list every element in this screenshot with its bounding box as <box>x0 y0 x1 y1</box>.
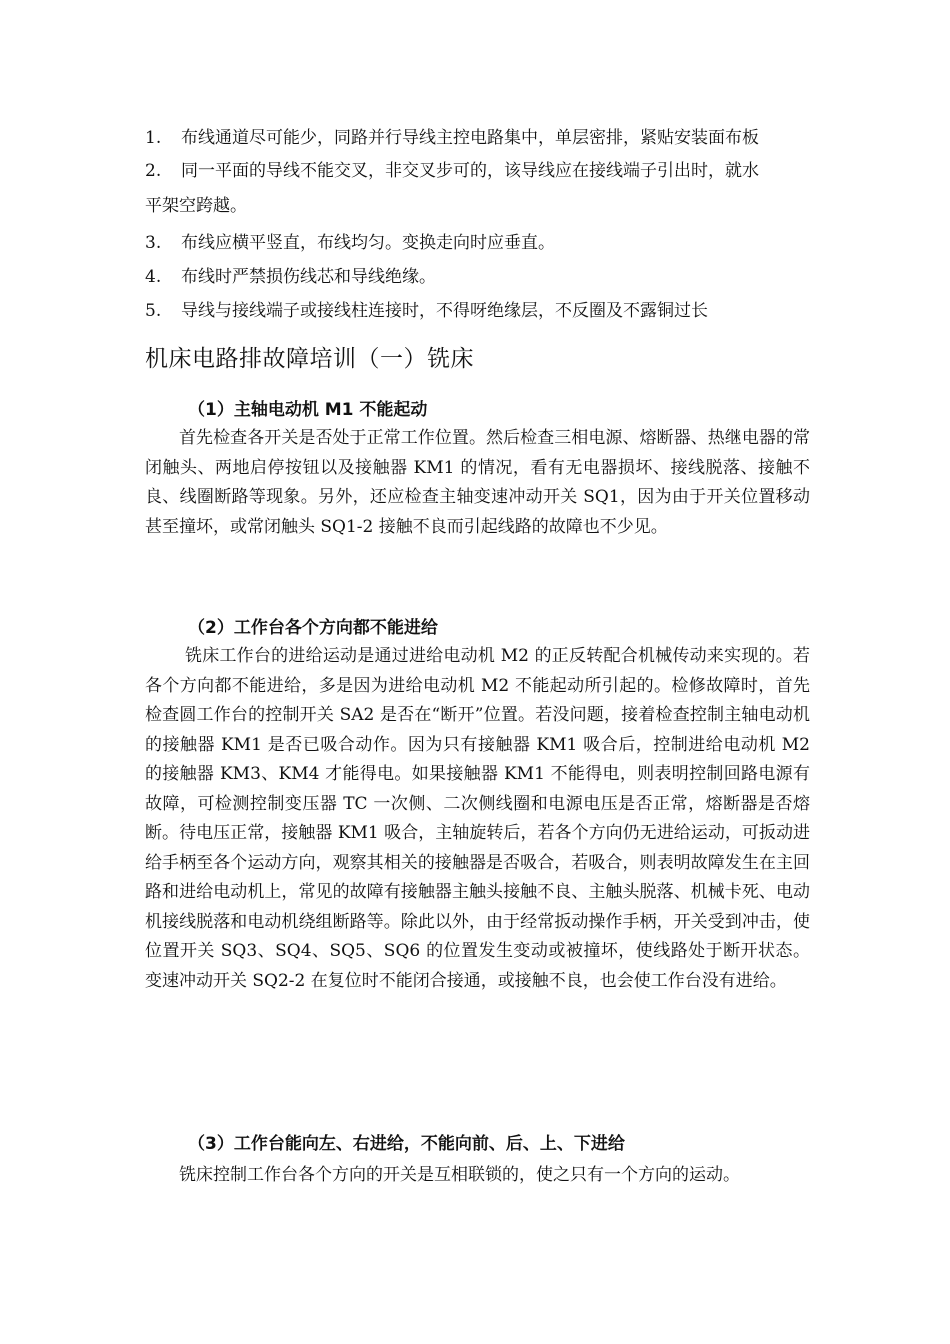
rule-text: 布线应横平竖直，布线均匀。变换走向时应垂直。 <box>181 233 555 253</box>
subheading-3: （3）工作台能向左、右进给，不能向前、后、上、下进给 <box>188 1134 625 1154</box>
subheading-1: （1）主轴电动机 M1 不能起动 <box>188 400 428 420</box>
wiring-rule-2 <box>145 161 759 181</box>
paragraph-3: 铣床控制工作台各个方向的开关是互相联锁的，使之只有一个方向的运动。 <box>179 1165 740 1185</box>
rule-number: 5. <box>145 301 162 321</box>
wiring-rule-1 <box>145 128 759 148</box>
rule-number: 3. <box>145 233 162 253</box>
rule-text: 导线与接线端子或接线柱连接时，不得呀绝缘层，不反圈及不露铜过长 <box>181 301 708 321</box>
rule-number: 2. <box>145 161 162 181</box>
wiring-rule-2-continued <box>145 196 247 216</box>
wiring-rule-5 <box>145 301 708 321</box>
rule-number: 4. <box>145 267 162 287</box>
paragraph-2: 铣床工作台的进给运动是通过进给电动机 M2 的正反转配合机械传动来实现的。若各个方向都不能进给，多是因为进给电动机 M2 不能起动所引起的。检修故障时，首先检查圆工作台的控制开关 SA2 是否在“断开”位置。若没问题，接着检查控制主轴电动机的接触器 KM1 是否已吸合动作。因为只有接触器 KM1 吸合后，控制进给电动机 M2 的接触器 KM3、KM4 才能得电。如果接触器 KM1 不能得电，则表明控制回路电源有故障，可检测控制变压器 TC 一次侧、二次侧线圈和电源电压是否正常，熔断器是否熔断。待电压正常，接触器 KM1 吸合，主轴旋转后，若各个方向仍无进给运动，可扳动进给手柄至各个运动方向，观察其相关的接触器是否吸合，若吸合，则表明故障发生在主回路和进给电动机上，常见的故障有接触器主触头接触不良、主触头脱落、机械卡死、电动机接线脱落和电动机绕组断路等。除此以外，由于经常扳动操作手柄，开关受到冲击，使位置开关 SQ3、SQ4、SQ5、SQ6 的位置发生变动或被撞坏，使线路处于断开状态。变速冲动开关 SQ2-2 在复位时不能闭合接通，或接触不良，也会使工作台没有进给。 <box>145 646 810 991</box>
subheading-2: （2）工作台各个方向都不能进给 <box>188 618 438 638</box>
rule-text: 同一平面的导线不能交叉，非交叉步可的，该导线应在接线端子引出时，就水 <box>181 161 759 181</box>
wiring-rule-3 <box>145 233 555 253</box>
rule-text: 布线时严禁损伤线芯和导线绝缘。 <box>181 267 436 287</box>
paragraph-1: 首先检查各开关是否处于正常工作位置。然后检查三相电源、熔断器、热继电器的常闭触头、两地启停按钮以及接触器 KM1 的情况，看有无电器损坏、接线脱落、接触不良、线圈断路等现象。另外，还应检查主轴变速冲动开关 SQ1，因为由于开关位置移动甚至撞坏，或常闭触头 SQ1-2 接触不良而引起线路的故障也不少见。 <box>145 428 810 537</box>
section-title: 机床电路排故障培训（一）铣床 <box>145 346 474 372</box>
rule-number: 1. <box>145 128 162 148</box>
rule-text: 布线通道尽可能少，同路并行导线主控电路集中，单层密排，紧贴安装面布板 <box>181 128 759 148</box>
rule-text: 平架空跨越。 <box>145 196 247 216</box>
wiring-rule-4 <box>145 267 436 287</box>
